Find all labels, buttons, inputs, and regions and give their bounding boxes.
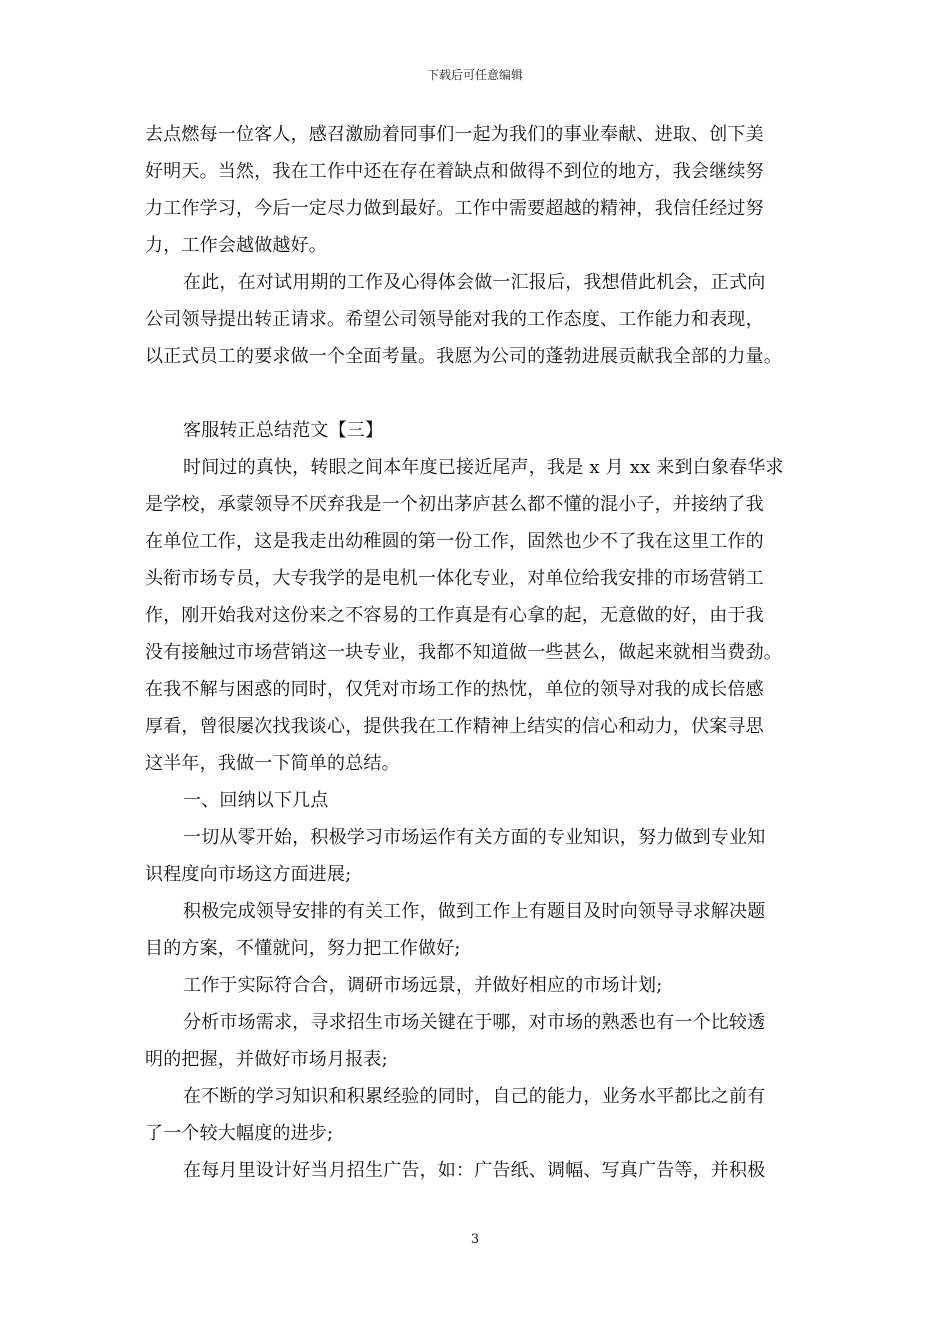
section-heading: 客服转正总结范文【三】 [183,420,384,441]
paragraph-line: 是学校，承蒙领导不厌弃我是一个初出茅庐甚么都不懂的混小子，并接纳了我 [145,494,764,515]
paragraph-line: 以正式员工的要求做一个全面考量。我愿为公司的蓬勃进展贡献我全部的力量。 [145,346,782,367]
paragraph-line: 好明天。当然，我在工作中还在存在着缺点和做得不到位的地方，我会继续努 [145,161,764,182]
paragraph-line: 厚看，曾很屡次找我谈心，提供我在工作精神上结实的信心和动力，伏案寻思 [145,716,764,737]
paragraph-line: 在我不解与困惑的同时，仅凭对市场工作的热忱，单位的领导对我的成长倍感 [145,679,764,700]
paragraph-line: 工作于实际符合合，调研市场远景，并做好相应的市场计划; [183,975,663,996]
paragraph-line: 这半年，我做一下简单的总结。 [145,753,400,774]
paragraph-line: 力工作学习，今后一定尽力做到最好。工作中需要超越的精神，我信任经过努 [145,198,764,219]
paragraph-line: 作，刚开始我对这份来之不容易的工作真是有心拿的起，无意做的好，由于我 [145,605,764,626]
document-body [145,116,835,1189]
paragraph-line: 积极完成领导安排的有关工作，做到工作上有题目及时向领导寻求解决题 [183,901,766,922]
paragraph-line: 在不断的学习知识和积累经验的同时，自己的能力，业务水平都比之前有 [183,1086,766,1107]
paragraph-line: 在每月里设计好当月招生广告，如：广告纸、调幅、写真广告等，并积极 [183,1160,766,1181]
paragraph-line: 在单位工作，这是我走出幼稚圆的第一份工作，固然也少不了我在这里工作的 [145,531,764,552]
paragraph-gap [145,375,835,412]
paragraph-line: 分析市场需求，寻求招生市场关键在于哪，对市场的熟悉也有一个比较透 [183,1012,766,1033]
paragraph-line: 公司领导提出转正请求。希望公司领导能对我的工作态度、工作能力和表现， [145,309,764,330]
list-heading: 一、回纳以下几点 [183,790,329,811]
paragraph-line: 时间过的真快，转眼之间本年度已接近尾声，我是 x 月 xx 来到白象春华求 [183,457,784,478]
paragraph-line: 明的把握，并做好市场月报表; [145,1049,388,1070]
page-header: 下载后可任意编辑 [426,68,523,82]
paragraph-line: 力，工作会越做越好。 [145,235,327,256]
paragraph-line: 目的方案，不懂就问，努力把工作做好; [145,938,461,959]
paragraph-line: 头衔市场专员，大专我学的是电机一体化专业，对单位给我安排的市场营销工 [145,568,764,589]
paragraph-line: 去点燃每一位客人，感召激励着同事们一起为我们的事业奉献、进取、创下美 [145,124,764,145]
paragraph-line: 识程度向市场这方面进展; [145,864,352,885]
page-number: 3 [470,1232,480,1247]
paragraph-line: 了一个较大幅度的进步; [145,1123,334,1144]
paragraph-line: 一切从零开始，积极学习市场运作有关方面的专业知识，努力做到专业知 [183,827,766,848]
paragraph-line: 没有接触过市场营销这一块专业，我都不知道做一些甚么，做起来就相当费劲。 [145,642,782,663]
paragraph-line: 在此，在对试用期的工作及心得体会做一汇报后，我想借此机会，正式向 [183,272,766,293]
